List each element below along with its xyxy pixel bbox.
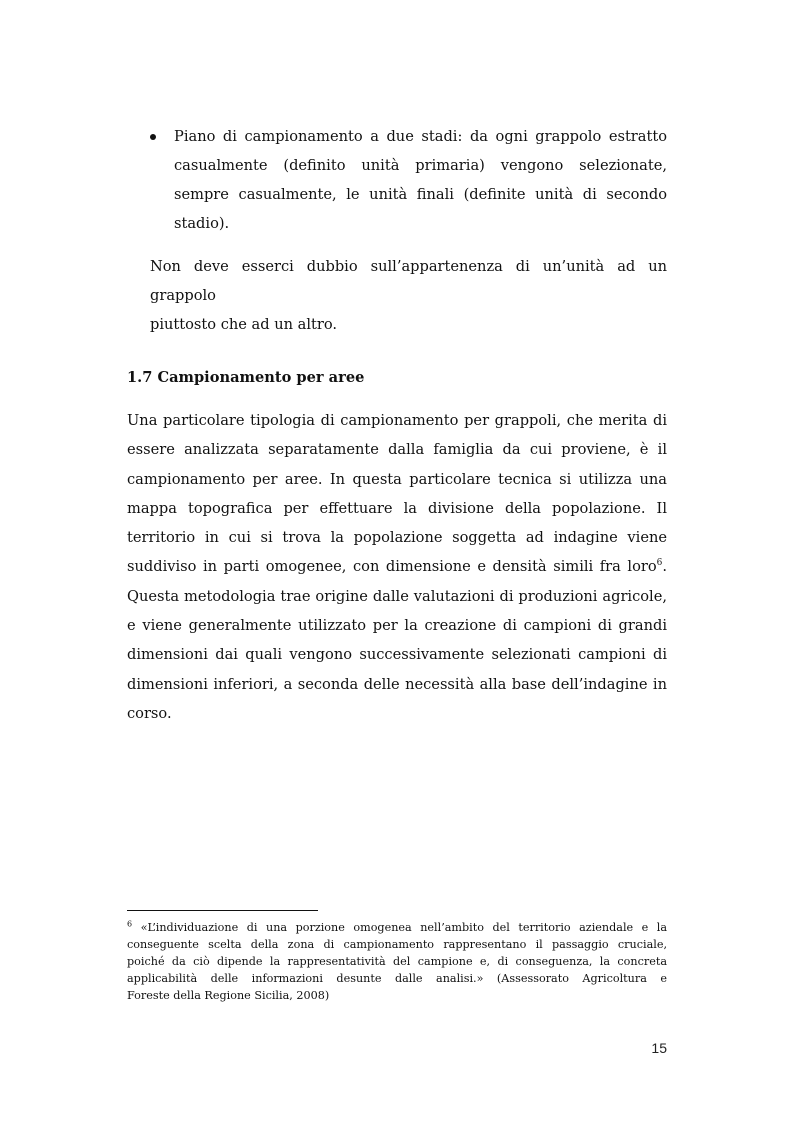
paragraph-line: mappa topografica per effettuare la divisione della popolazione. Il <box>127 499 667 517</box>
paragraph-line: dimensioni inferiori, a seconda delle necessità alla base dell’indagine in <box>127 675 667 693</box>
paragraph-line: territorio in cui si trova la popolazione soggetta ad indagine viene <box>127 529 667 547</box>
paragraph-line: campionamento per aree. In questa particolare tecnica si utilizza una <box>127 470 667 488</box>
paragraph-line: corso. <box>127 704 172 722</box>
bullet-line: casualmente (definito unità primaria) vengono selezionate, <box>174 157 667 174</box>
bullet-line: sempre casualmente, le unità finali (definite unità di secondo <box>174 186 667 203</box>
footnote-reference[interactable]: 6 <box>656 558 663 569</box>
paragraph-line-text: suddiviso in parti omogenee, con dimensione e densità simili fra loro <box>127 558 657 576</box>
paragraph-line: dimensioni dai quali vengono successivamente selezionati campioni di <box>127 646 667 664</box>
bullet-line: Piano di campionamento a due stadi: da ogni grappolo estratto <box>174 128 667 145</box>
footnote-line: Foreste della Regione Sicilia, 2008) <box>127 989 330 1002</box>
page-number: 15 <box>651 1040 667 1056</box>
footnote-line: applicabilità delle informazioni desunte dalle analisi.» (Assessorato Agricoltura e <box>127 972 667 985</box>
section-paragraph <box>127 406 667 728</box>
footnote-line <box>127 919 667 936</box>
paragraph-line: Questa metodologia trae origine dalle valutazioni di produzioni agricole, <box>127 587 667 605</box>
bullet-list-item <box>150 122 667 238</box>
paragraph-line: essere analizzata separatamente dalla famiglia da cui proviene, è il <box>127 441 667 459</box>
continuation-paragraph <box>150 252 667 339</box>
bullet-text <box>174 122 667 238</box>
section-heading: 1.7 Campionamento per aree <box>127 369 365 386</box>
bullet-line: stadio). <box>174 215 230 232</box>
paragraph-line-with-footnote: suddiviso in parti omogenee, con dimensione e densità simili fra loro$^6$. <box>127 558 667 576</box>
footnote-line-text: «L’individuazione di una porzione omogenea nell’ambito del territorio aziendale e la <box>140 921 668 934</box>
footnote <box>127 919 667 1004</box>
footnote-marker: 6 <box>127 919 133 929</box>
footnote-line: conseguente scelta della zona di campionamento rappresentano il passaggio cruciale, <box>127 938 667 951</box>
footnote-separator <box>127 910 318 911</box>
paragraph-line: Non deve esserci dubbio sull’appartenenza di un’unità ad un grappolo <box>150 258 667 304</box>
paragraph-line: piuttosto che ad un altro. <box>150 316 338 333</box>
paragraph-line: Una particolare tipologia di campionamento per grappoli, che merita di <box>127 412 667 429</box>
paragraph-line: e viene generalmente utilizzato per la creazione di campioni di grandi <box>127 617 667 635</box>
footnote-line: poiché da ciò dipende la rappresentatività del campione e, di conseguenza, la concreta <box>127 955 667 968</box>
bullet-icon <box>150 134 156 140</box>
